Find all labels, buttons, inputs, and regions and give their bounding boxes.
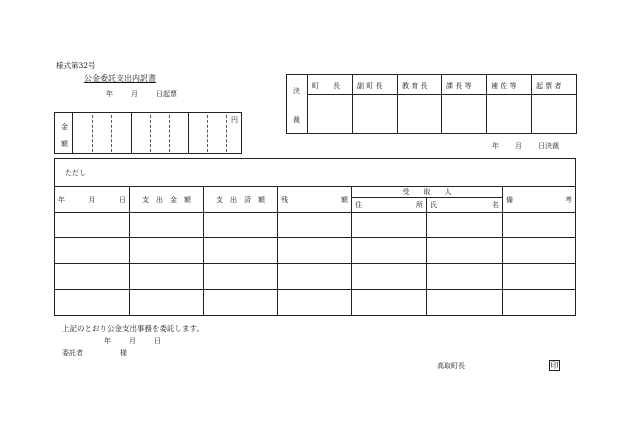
col-address-right: 所 <box>416 201 423 209</box>
col-address-left: 住 <box>355 201 362 209</box>
col-remarks-left: 備 <box>506 195 513 204</box>
issuer-title: 高取町長 <box>437 362 465 370</box>
col-payment-amount: 支 出 金 額 <box>142 195 191 204</box>
decision-month: 月 <box>515 142 522 150</box>
col-year: 年 <box>58 195 65 204</box>
draft-day: 日起票 <box>156 90 177 98</box>
col-remarks-right: 考 <box>565 195 572 204</box>
form-number: 様式第32号 <box>56 61 96 70</box>
trustee-honorific: 様 <box>120 349 127 357</box>
decision-day: 日決裁 <box>538 142 559 150</box>
col-month: 月 <box>88 195 96 204</box>
col-remaining-right: 額 <box>341 195 348 204</box>
col-day: 日 <box>119 195 126 204</box>
decision-year: 年 <box>492 142 499 150</box>
footer-month: 月 <box>129 337 136 345</box>
form-title: 公金委託支出内訳書 <box>84 74 156 83</box>
approval-header-mayor: 町 長 <box>312 82 340 90</box>
approval-header-section-chief: 課 長 等 <box>446 82 472 90</box>
approval-header-deputy-mayor: 副 町 長 <box>357 82 383 90</box>
seal-mark: 印 <box>550 361 559 370</box>
approval-header-assistant: 補 佐 等 <box>491 82 517 90</box>
col-paid-amount: 支 出 済 額 <box>216 195 265 204</box>
amount-unit: 円 <box>231 116 238 124</box>
footer-statement: 上記のとおり公金支出事務を委託します。 <box>62 324 204 333</box>
draft-year: 年 <box>106 90 113 98</box>
approval-header-drafter: 起 票 者 <box>536 82 562 90</box>
col-remaining-left: 残 <box>281 195 288 204</box>
col-name-left: 氏 <box>430 201 437 209</box>
approval-header-superintendent: 教 育 長 <box>402 82 428 90</box>
amount-label-top: 金 <box>61 123 68 131</box>
main-table <box>54 158 576 316</box>
amount-label-bottom: 額 <box>61 140 68 148</box>
approval-table <box>286 74 577 134</box>
approval-side-top: 決 <box>293 87 300 95</box>
trustee-label: 委託者 <box>62 349 83 357</box>
note-label: ただし <box>65 169 86 177</box>
col-name-right: 名 <box>492 201 499 209</box>
amount-box <box>54 112 242 154</box>
footer-year: 年 <box>104 337 111 345</box>
footer-day: 日 <box>154 337 161 345</box>
draft-month: 月 <box>131 90 138 98</box>
approval-side-bottom: 裁 <box>293 116 300 124</box>
col-recipient: 受 取 人 <box>402 188 452 196</box>
